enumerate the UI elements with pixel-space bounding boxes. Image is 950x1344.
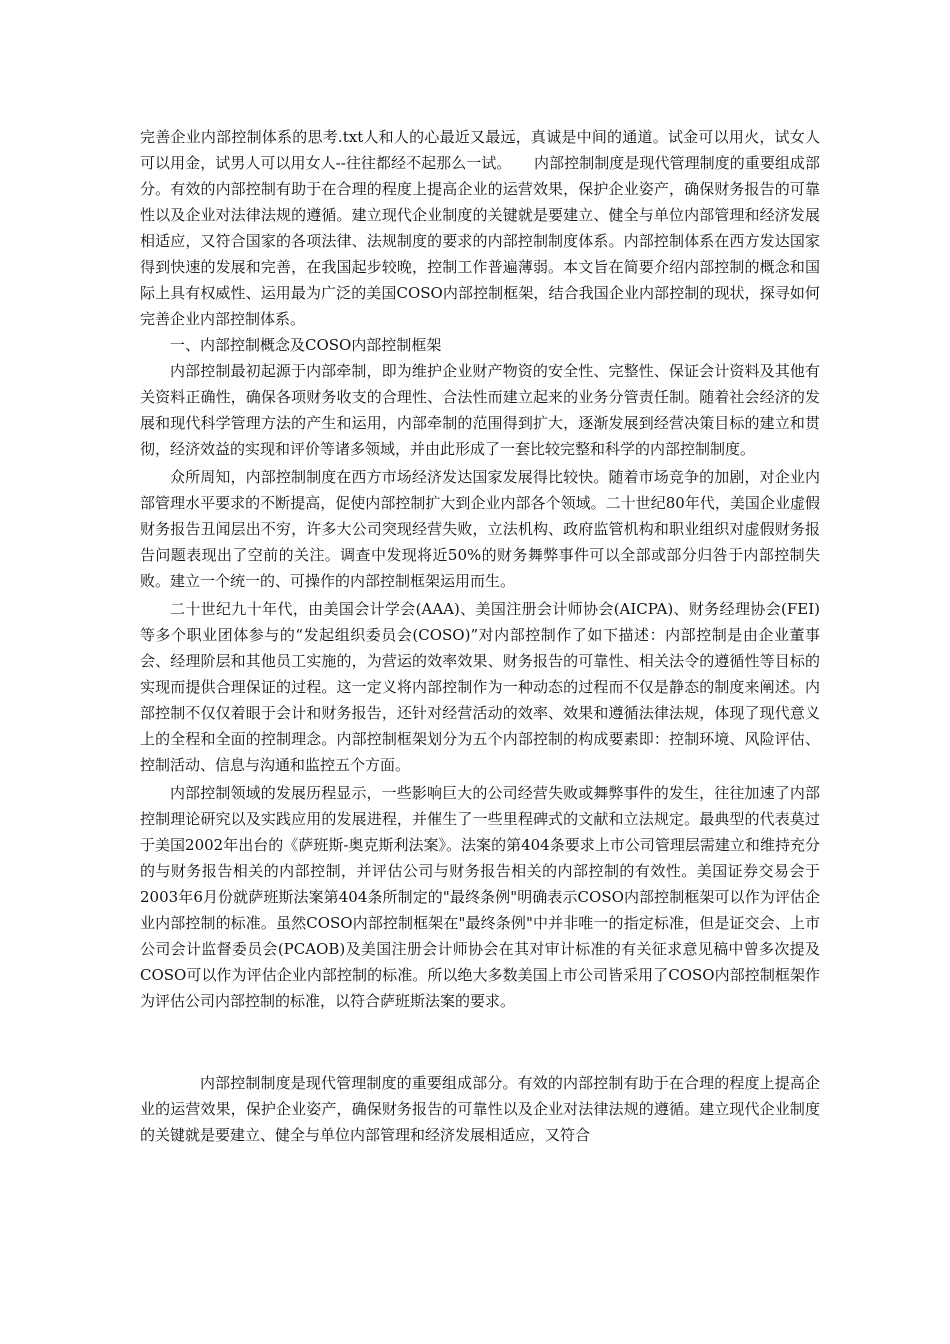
section-heading: 一、内部控制概念及COSO内部控制框架: [170, 336, 442, 354]
repeated-paragraph: 内部控制制度是现代管理制度的重要组成部分。有效的内部控制有助于在合理的程度上提高企业的运营效果，保护企业姿产，确保财务报告的可靠性以及企业对法律法规的遵循。建立现代企业制度的关键就是要建立、健全与单位内部管理和经济发展相适应，又符合: [140, 1074, 820, 1144]
document-body: [140, 124, 820, 1148]
body-paragraph: 二十世纪九十年代，由美国会计学会(AAA)、美国注册会计师协会(AICPA)、财务经理协会(FEI)等多个职业团体参与的“发起组织委员会(COSO)”对内部控制作了如下描述：内部控制是由企业董事会、经理阶层和其他员工实施的，为营运的效率效果、财务报告的可靠性、相关法令的遵循性等目标的实现而提供合理保证的过程。这一定义将内部控制作为一种动态的过程而不仅是静态的制度来阐述。内部控制不仅仅着眼于会计和财务报告，还针对经营活动的效率、效果和遵循法律法规，体现了现代意义上的全程和全面的控制理念。内部控制框架划分为五个内部控制的构成要素即：控制环境、风险评估、控制活动、信息与沟通和监控五个方面。: [140, 600, 820, 774]
body-paragraph: 内部控制领域的发展历程显示，一些影响巨大的公司经营失败或舞弊事件的发生，往往加速了内部控制理论研究以及实践应用的发展进程，并催生了一些里程碑式的文献和立法规定。最典型的代表莫过于美国2002年出台的《萨班斯-奥克斯利法案》。法案的第404条要求上市公司管理层需建立和维持充分的与财务报告相关的内部控制，并评估公司与财务报告相关的内部控制的有效性。美国证券交易会于2003年6月份就萨班斯法案第404条所制定的"最终条例"明确表示COSO内部控制框架可以作为评估企业内部控制的标准。虽然COSO内部控制框架在"最终条例"中并非唯一的指定标准，但是证交会、上市公司会计监督委员会(PCAOB)及美国注册会计师协会在其对审计标准的有关征求意见稿中曾多次提及COSO可以作为评估企业内部控制的标准。所以绝大多数美国上市公司皆采用了COSO内部控制框架作为评估公司内部控制的标准，以符合萨班斯法案的要求。: [140, 784, 820, 1010]
intro-paragraph: 完善企业内部控制体系的思考.txt人和人的心最近又最远，真诚是中间的通道。试金可以用火，试女人可以用金，试男人可以用女人--往往都经不起那么一试。 内部控制制度是现代管理制度的重要组成部分。有效的内部控制有助于在合理的程度上提高企业的运营效果，保护企业姿产，确保财务报告的可靠性以及企业对法律法规的遵循。建立现代企业制度的关键就是要建立、健全与单位内部管理和经济发展相适应，又符合国家的各项法律、法规制度的要求的内部控制制度体系。内部控制体系在西方发达国家得到快速的发展和完善，在我国起步较晚，控制工作普遍薄弱。本文旨在简要介绍内部控制的概念和国际上具有权威性、运用最为广泛的美国COSO内部控制框架，结合我国企业内部控制的现状，探寻如何完善企业内部控制体系。: [140, 128, 820, 328]
body-paragraph: 众所周知，内部控制制度在西方市场经济发达国家发展得比较快。随着市场竞争的加剧，对企业内部管理水平要求的不断提高，促使内部控制扩大到企业内部各个领域。二十世纪80年代，美国企业虚假财务报告丑闻层出不穷，许多大公司突现经营失败，立法机构、政府监管机构和职业组织对虚假财务报告问题表现出了空前的关注。调查中发现将近50%的财务舞弊事件可以全部或部分归咎于内部控制失败。建立一个统一的、可操作的内部控制框架运用而生。: [140, 468, 820, 590]
body-paragraph: 内部控制最初起源于内部牵制，即为维护企业财产物资的安全性、完整性、保证会计资料及其他有关资料正确性，确保各项财务收支的合理性、合法性而建立起来的业务分管责任制。随着社会经济的发展和现代科学管理方法的产生和运用，内部牵制的范围得到扩大，逐渐发展到经营决策目标的建立和贯彻，经济效益的实现和评价等诸多领域，并由此形成了一套比较完整和科学的内部控制制度。: [140, 362, 820, 458]
